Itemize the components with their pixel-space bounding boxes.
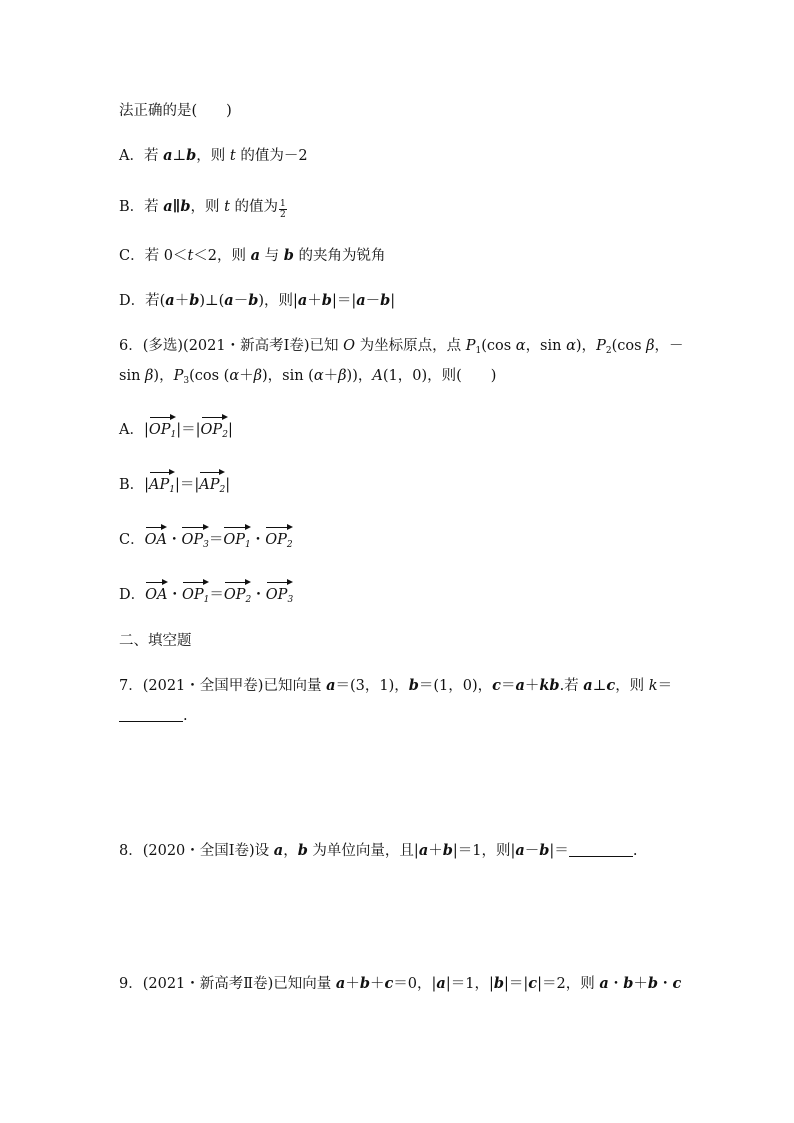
math-text: β	[253, 368, 262, 384]
math-text: －	[524, 843, 540, 859]
math-text: |＝1，则|	[452, 843, 516, 859]
math-text: A．	[119, 422, 144, 438]
math-text: k	[648, 678, 658, 694]
math-text: 1	[170, 430, 177, 440]
q5-option-b	[119, 197, 288, 220]
math-text: )，	[153, 368, 174, 384]
q7-stem	[119, 676, 672, 696]
math-text: 3	[203, 540, 209, 550]
absolute-value-bar: |	[227, 422, 233, 438]
math-text: |	[390, 293, 396, 309]
math-text: (cos (	[189, 368, 230, 384]
math-text: t	[187, 248, 194, 264]
math-text: |＝|	[331, 293, 357, 309]
q7-answer-line	[119, 706, 188, 726]
math-text: a	[250, 247, 261, 264]
math-text: a	[515, 842, 525, 859]
math-text: ＋	[174, 293, 190, 309]
math-text: t	[229, 148, 236, 164]
math-text: |＝1，|	[445, 976, 494, 992]
math-text: t	[224, 199, 230, 215]
math-text: C．	[119, 532, 145, 548]
math-text: ＝	[657, 678, 673, 694]
math-text: B．若	[119, 199, 164, 215]
math-text: B．	[119, 477, 145, 493]
math-text: a	[224, 292, 234, 309]
math-text: 1	[169, 485, 176, 495]
math-text: 2	[605, 346, 612, 356]
math-text: OP	[265, 532, 287, 548]
math-text: 2	[222, 430, 228, 440]
math-text: ＋	[524, 678, 540, 694]
absolute-value-bar: |	[225, 477, 231, 493]
vector-arrow	[224, 581, 251, 605]
math-text: ・	[166, 532, 182, 548]
vector-arrow	[182, 581, 209, 605]
math-text: ＜2，则	[193, 248, 251, 264]
math-text: AP	[149, 477, 170, 493]
math-text: 为坐标原点，点	[354, 338, 466, 354]
absolute-value-bar: |	[144, 477, 150, 493]
math-text: ＝(3，1)，	[335, 678, 409, 694]
math-text: OP	[223, 587, 246, 603]
math-text: ・	[251, 587, 266, 603]
math-text: b	[248, 292, 259, 309]
q6-stem-line1	[119, 336, 684, 356]
vector-arrow	[145, 581, 167, 605]
math-text: ，则	[196, 148, 230, 164]
math-text: 3	[287, 595, 294, 605]
math-text: β	[338, 368, 347, 384]
math-text: b	[493, 975, 504, 992]
math-text: A	[372, 368, 383, 384]
math-text: a	[515, 677, 525, 694]
answer-blank[interactable]	[119, 707, 183, 722]
math-text: .	[632, 843, 638, 859]
math-text: ＝(1，0)，	[418, 678, 493, 694]
math-text: ・	[658, 976, 673, 992]
math-text: －	[365, 293, 381, 309]
math-text: A．若	[119, 148, 164, 164]
math-text: OA	[144, 532, 167, 548]
math-text: a	[297, 292, 308, 309]
math-text: 1	[203, 595, 210, 605]
q6-option-c	[119, 526, 293, 550]
math-text: a	[583, 677, 593, 694]
math-text: P	[596, 338, 606, 354]
math-text: a	[326, 677, 336, 694]
math-text: ＝	[179, 477, 195, 493]
math-text: )⊥(	[199, 293, 225, 309]
math-text: ＋	[633, 976, 648, 992]
math-text: AP	[199, 477, 220, 493]
math-text: b	[408, 677, 419, 694]
math-text: β	[145, 368, 154, 384]
math-text: 8．(2020・全国Ⅰ卷)设	[119, 843, 274, 859]
math-text: 的值为	[229, 199, 279, 215]
math-text: 1	[475, 346, 482, 356]
math-text: c	[672, 975, 682, 992]
q6-stem-line2	[119, 366, 496, 386]
math-text: ＋	[428, 843, 443, 859]
math-text: 2	[219, 485, 226, 495]
math-text: OP	[181, 532, 204, 548]
math-text: b	[189, 292, 200, 309]
absolute-value-bar: |	[194, 477, 200, 493]
vector-arrow	[223, 526, 250, 550]
math-text: ⊥	[592, 678, 607, 694]
math-text: ＝	[209, 587, 224, 603]
math-text: c	[528, 975, 538, 992]
math-text: b	[186, 147, 197, 164]
math-text: α	[515, 338, 526, 354]
math-text: 1	[245, 540, 251, 550]
math-text: b	[647, 975, 659, 992]
math-text: D．	[119, 587, 146, 603]
math-text: a	[165, 292, 175, 309]
math-text: |＝	[549, 843, 569, 859]
math-text: a	[163, 147, 173, 164]
math-text: ＋	[323, 368, 339, 384]
q5-stem-tail	[119, 101, 232, 121]
math-text: 9．(2021・新高考Ⅱ卷)已知向量	[119, 976, 336, 992]
math-text: ，	[283, 843, 298, 859]
math-text: OP	[182, 587, 204, 603]
math-text: a	[436, 975, 446, 992]
q5-option-c	[119, 246, 385, 266]
math-text: 法正确的是( )	[119, 103, 232, 119]
math-text: a	[273, 842, 284, 859]
math-text: ，则	[190, 199, 225, 215]
math-text: 2	[280, 210, 286, 220]
math-text: b	[321, 292, 332, 309]
vector-arrow	[266, 581, 293, 605]
q9-stem	[119, 974, 681, 994]
math-text: )，sin (	[262, 368, 314, 384]
math-text: ・	[608, 976, 624, 992]
math-text: OP	[148, 422, 171, 438]
math-text: 2	[245, 595, 252, 605]
math-text: 的夹角为锐角	[293, 248, 386, 264]
math-text: OA	[145, 587, 168, 603]
math-text: P	[465, 338, 476, 354]
math-text: 3	[183, 376, 190, 386]
math-text: 6．(多选)(2021・新高考Ⅰ卷)已知	[119, 338, 344, 354]
math-text: 7．(2021・全国甲卷)已知向量	[119, 678, 327, 694]
absolute-value-bar: |	[195, 422, 201, 438]
math-text: ・	[250, 532, 266, 548]
math-text: ・	[167, 587, 182, 603]
math-text: ＋	[307, 293, 322, 309]
math-text: ＋	[239, 368, 254, 384]
math-text: OP	[200, 422, 223, 438]
vector-arrow	[149, 416, 176, 440]
math-text: ，－	[654, 338, 684, 354]
math-text: ∥	[172, 198, 181, 215]
math-text: ＝0，|	[393, 976, 437, 992]
math-text: α	[566, 338, 576, 354]
math-text: ＝	[181, 422, 196, 438]
math-text: b	[283, 247, 294, 264]
math-text: α	[229, 368, 240, 384]
math-text: －	[233, 293, 249, 309]
math-text: ⊥	[172, 148, 187, 164]
vector-arrow	[181, 526, 208, 550]
math-text: a	[335, 975, 346, 992]
math-text: ，则	[615, 678, 649, 694]
math-text: |＝|	[503, 976, 529, 992]
math-text: P	[173, 368, 184, 384]
math-text: (cos	[481, 338, 516, 354]
math-text: .若	[559, 678, 584, 694]
math-text: C．若 0＜	[119, 248, 188, 264]
math-text: D．若(	[119, 293, 166, 309]
math-text: b	[380, 292, 391, 309]
math-text: 1	[280, 199, 286, 209]
q5-option-a	[119, 146, 308, 166]
q6-option-d	[119, 581, 293, 605]
vector-arrow	[265, 526, 292, 550]
math-text: sin	[119, 368, 146, 384]
math-text: ＝	[500, 678, 516, 694]
answer-blank[interactable]	[569, 842, 633, 857]
math-text: b	[442, 842, 453, 859]
math-text: b	[180, 198, 191, 215]
vector-arrow	[149, 471, 175, 495]
math-text: (cos	[611, 338, 647, 354]
absolute-value-bar: |	[176, 422, 182, 438]
math-text: 与	[260, 248, 284, 264]
math-text: β	[646, 338, 655, 354]
q6-option-a	[119, 416, 233, 440]
math-text: 为单位向量，且|	[307, 843, 419, 859]
math-text: c	[606, 677, 616, 694]
math-text: b	[297, 842, 308, 859]
math-text: OP	[223, 532, 246, 548]
math-text: kb	[539, 677, 560, 694]
vector-arrow	[201, 416, 228, 440]
math-text: 2	[286, 540, 293, 550]
math-text: ，sin	[525, 338, 567, 354]
vector-arrow	[145, 526, 167, 550]
math-text: c	[492, 677, 501, 694]
fraction-one-half	[279, 199, 287, 220]
math-text: OP	[265, 587, 288, 603]
absolute-value-bar: |	[143, 422, 149, 438]
math-text: 的值为－2	[235, 148, 308, 164]
math-text: )，则|	[258, 293, 298, 309]
section-heading-fill-in	[119, 631, 192, 651]
math-text: O	[343, 338, 355, 354]
math-text: .	[183, 708, 188, 724]
math-text: |＝2，则	[537, 976, 600, 992]
math-text: b	[539, 842, 550, 859]
math-text: a	[163, 198, 173, 215]
math-text: a	[599, 975, 609, 992]
vector-arrow	[199, 471, 225, 495]
math-text: (1，0)，则( )	[382, 368, 497, 384]
math-text: a	[418, 842, 429, 859]
math-text: 二、填空题	[119, 633, 192, 649]
math-text: ＋	[345, 976, 360, 992]
q8-stem	[119, 841, 637, 861]
math-text: b	[359, 975, 370, 992]
math-text: c	[384, 975, 394, 992]
math-text: ))，	[346, 368, 373, 384]
math-text: b	[623, 975, 634, 992]
math-text: )，	[575, 338, 597, 354]
math-text: ＝	[208, 532, 224, 548]
absolute-value-bar: |	[175, 477, 180, 493]
math-text: α	[313, 368, 324, 384]
q6-option-b	[119, 471, 230, 495]
math-text: ＋	[369, 976, 385, 992]
q5-option-d	[119, 291, 395, 311]
math-text: a	[356, 292, 366, 309]
